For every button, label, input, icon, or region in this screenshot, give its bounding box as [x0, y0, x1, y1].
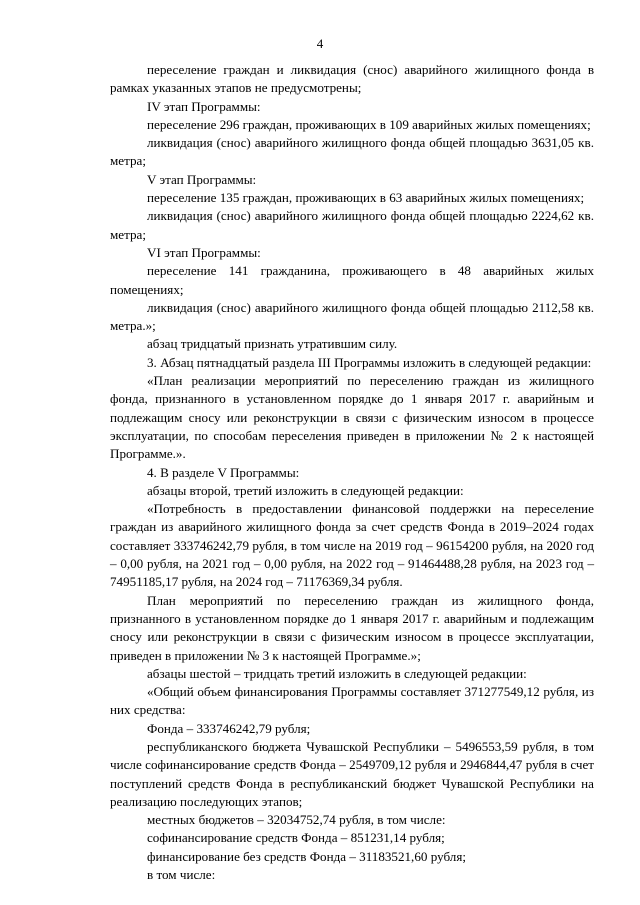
paragraph: в том числе:	[147, 867, 216, 883]
paragraph: ликвидация (снос) аварийного жилищного фонда общей площадью 2112,58 кв. метра.»;	[110, 299, 594, 334]
paragraph: ликвидация (снос) аварийного жилищного фонда общей площадью 2224,62 кв. метра;	[110, 208, 594, 242]
paragraph: переселение граждан и ликвидация (снос) аварийного жилищного фонда в рамках указанных этапов не предусмотрены;	[110, 62, 594, 96]
paragraph: VI этап Программы:	[147, 244, 261, 260]
paragraph: софинансирование средств Фонда – 851231,14 рубля;	[147, 830, 445, 846]
paragraph: 4. В разделе V Программы:	[147, 464, 300, 480]
paragraph: IV этап Программы:	[147, 98, 261, 114]
paragraph: переселение 141 гражданина, проживающего в 48 аварийных жилых помещениях;	[110, 263, 594, 297]
paragraph: 3. Абзац пятнадцатый раздела III Программы изложить в следующей редакции:	[147, 354, 592, 370]
paragraph: «Общий объем финансирования Программы составляет 371277549,12 рубля, из них средства:	[110, 684, 594, 718]
paragraph: местных бюджетов – 32034752,74 рубля, в том числе:	[147, 812, 446, 828]
paragraph: «План реализации мероприятий по переселению граждан из жилищного фонда, признанного в установленном порядке до 1 января 2017 г. аварийным и подлежащим сносу или реконструкции в связи с физическим износом в процессе эксплуатации, по способам переселения приведен в приложении № 2 к настоящей Программе.».	[110, 373, 594, 462]
document-body	[110, 61, 594, 884]
paragraph: «Потребность в предоставлении финансовой поддержки на переселение граждан из аварийного жилищного фонда за счет средств Фонда в 2019–2024 годах составляет 333746242,79 рубля, в том числе на 2019 год – 96154200 рубля, на 2020 год – 0,00 рубля, на 2021 год – 0,00 рубля, на 2022 год – 91464488,28 рубля, на 2023 год – 74951185,17 рубля, на 2024 год – 71176369,34 рубля.	[110, 501, 594, 590]
paragraph: республиканского бюджета Чувашской Республики – 5496553,59 рубля, в том числе софинансирование средств Фонда – 2549709,12 рубля и 2946844,47 рубля в счет поступлений средств Фонда в республиканский бюджет Чувашской Республики на реализацию последующих этапов;	[110, 738, 594, 809]
paragraph: ликвидация (снос) аварийного жилищного фонда общей площадью 3631,05 кв. метра;	[110, 135, 594, 169]
page-number: 4	[316, 36, 324, 51]
paragraph: финансирование без средств Фонда – 31183521,60 рубля;	[147, 848, 466, 864]
paragraph: абзац тридцатый признать утратившим силу.	[147, 336, 398, 352]
paragraph: План мероприятий по переселению граждан из жилищного фонда, признанного в установленном порядке до 1 января 2017 г. аварийным и подлежащим сносу или реконструкции в связи с физическим износом в процессе эксплуатации, приведен в приложении № 3 к настоящей Программе.»;	[110, 592, 594, 663]
paragraph: абзацы шестой – тридцать третий изложить в следующей редакции:	[147, 665, 527, 681]
paragraph: переселение 135 граждан, проживающих в 63 аварийных жилых помещениях;	[147, 190, 585, 206]
paragraph: переселение 296 граждан, проживающих в 109 аварийных жилых помещениях;	[147, 116, 591, 132]
paragraph: абзацы второй, третий изложить в следующей редакции:	[147, 482, 464, 498]
paragraph: V этап Программы:	[147, 171, 257, 187]
paragraph: Фонда – 333746242,79 рубля;	[147, 720, 311, 736]
